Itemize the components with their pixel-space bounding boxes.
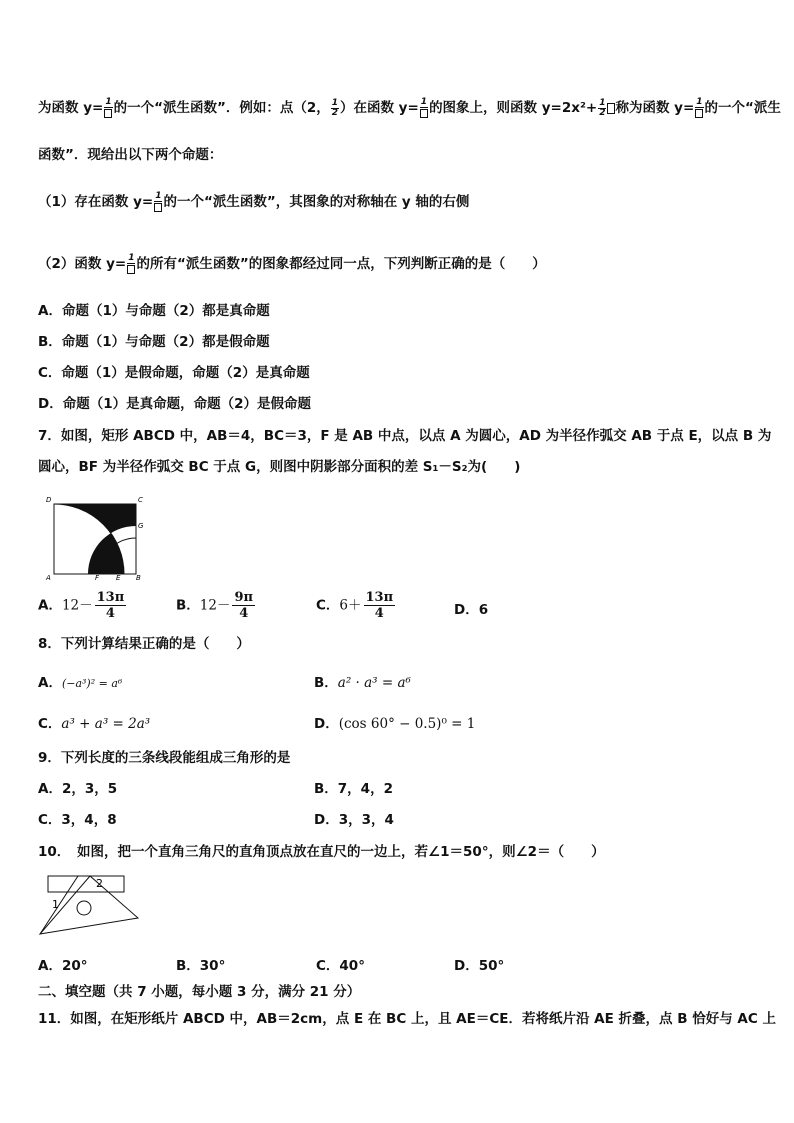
q7-option-b[interactable]: B．12－ $\frac{9\pi}{4}$ (176, 590, 254, 621)
label-e: E (116, 574, 121, 580)
q8-option-b[interactable]: B．a² · a³ = a⁶ (314, 675, 411, 691)
angle-2-label: 2 (96, 877, 103, 890)
q10-option-a[interactable]: A．20° (38, 958, 88, 974)
fraction-half: $\frac{1}{2}$ (331, 97, 338, 118)
q10-option-b[interactable]: B．30° (176, 958, 226, 974)
q10-option-d[interactable]: D．50° (454, 958, 505, 974)
proposition-2: （2）函数 y= 1 的所有“派生函数”的图象都经过同一点，下列判断正确的是（ ） (38, 253, 546, 272)
fraction-1-over-box: 1 (154, 192, 162, 212)
q6-option-a[interactable]: A．命题（1）与命题（2）都是真命题 (38, 303, 270, 319)
q7-rectangle-figure (42, 492, 150, 580)
label-g: G (138, 522, 144, 530)
fraction-1-over-box: 1 (695, 98, 703, 118)
q11-stem: 11．如图，在矩形纸片 ABCD 中，AB＝2cm，点 E 在 BC 上，且 AE＝CE．若将纸片沿 AE 折叠，点 B 恰好与 AC 上 (38, 1011, 776, 1027)
q9-option-c[interactable]: C．3，4，8 (38, 812, 117, 828)
q9-stem: 9．下列长度的三条线段能组成三角形的是 (38, 750, 291, 766)
fraction-1-over-2: $\frac{1}{2}$ (599, 97, 606, 118)
q6-option-b[interactable]: B．命题（1）与命题（2）都是假命题 (38, 334, 270, 350)
q7-option-d[interactable]: D．6 (454, 602, 489, 618)
q7-stem-line-1: 7．如图，矩形 ABCD 中，AB＝4，BC＝3，F 是 AB 中点，以点 A 为圆心，AD 为半径作弧交 AB 于点 E，以点 B 为 (38, 428, 772, 444)
label-f: F (95, 574, 100, 580)
q8-stem: 8．下列计算结果正确的是（ ） (38, 636, 250, 652)
intro-line-2: 函数”．现给出以下两个命题： (38, 147, 223, 163)
proposition-1: （1）存在函数 y= 1 的一个“派生函数”，其图象的对称轴在 y 轴的右侧 (38, 191, 470, 210)
intro-line-1: 为函数 y= 1 的一个“派生函数”．例如：点（2， $\frac{1}{2}$ ）在函数 y= 1 的图象上，则函数 y=2x²+ $\frac{1}{2}$ 称为函数 y= 1 的一个“派生 (38, 97, 781, 118)
set-square-hole (77, 901, 91, 915)
ruler (48, 876, 124, 892)
q8-option-d[interactable]: D．(cos 60° − 0.5)⁰ = 1 (314, 716, 476, 732)
fraction-1-over-box: 1 (127, 254, 135, 274)
fraction-1-over-box: 1 (104, 98, 112, 118)
label-b: B (136, 574, 141, 580)
q8-option-a[interactable]: A．(−a³)² = a⁶ (38, 675, 123, 691)
q6-option-c[interactable]: C．命题（1）是假命题，命题（2）是真命题 (38, 365, 310, 381)
q10-option-c[interactable]: C．40° (316, 958, 365, 974)
q8-option-c[interactable]: C．a³ + a³ = 2a³ (38, 716, 151, 732)
angle-1-label: 1 (52, 898, 59, 911)
q9-option-d[interactable]: D．3，3，4 (314, 812, 394, 828)
label-a: A (46, 574, 51, 580)
q10-ruler-triangle-figure (38, 872, 144, 938)
label-c: C (138, 496, 143, 504)
q10-stem: 10． 如图，把一个直角三角尺的直角顶点放在直尺的一边上，若∠1＝50°，则∠2＝（ ） (38, 844, 605, 860)
q7-stem-line-2: 圆心，BF 为半径作弧交 BC 于点 G，则图中阴影部分面积的差 S₁－S₂为( ) (38, 459, 521, 475)
q7-option-a[interactable]: A．12－ $\frac{13\pi}{4}$ (38, 590, 125, 621)
label-d: D (46, 496, 52, 504)
fraction-1-over-box: 1 (420, 98, 428, 118)
q9-option-a[interactable]: A．2，3，5 (38, 781, 118, 797)
q9-option-b[interactable]: B．7，4，2 (314, 781, 393, 797)
q6-option-d[interactable]: D．命题（1）是真命题，命题（2）是假命题 (38, 396, 311, 412)
q7-option-c[interactable]: C．6＋ $\frac{13\pi}{4}$ (316, 590, 394, 621)
section-2-heading: 二、填空题（共 7 小题，每小题 3 分，满分 21 分） (38, 984, 361, 1000)
